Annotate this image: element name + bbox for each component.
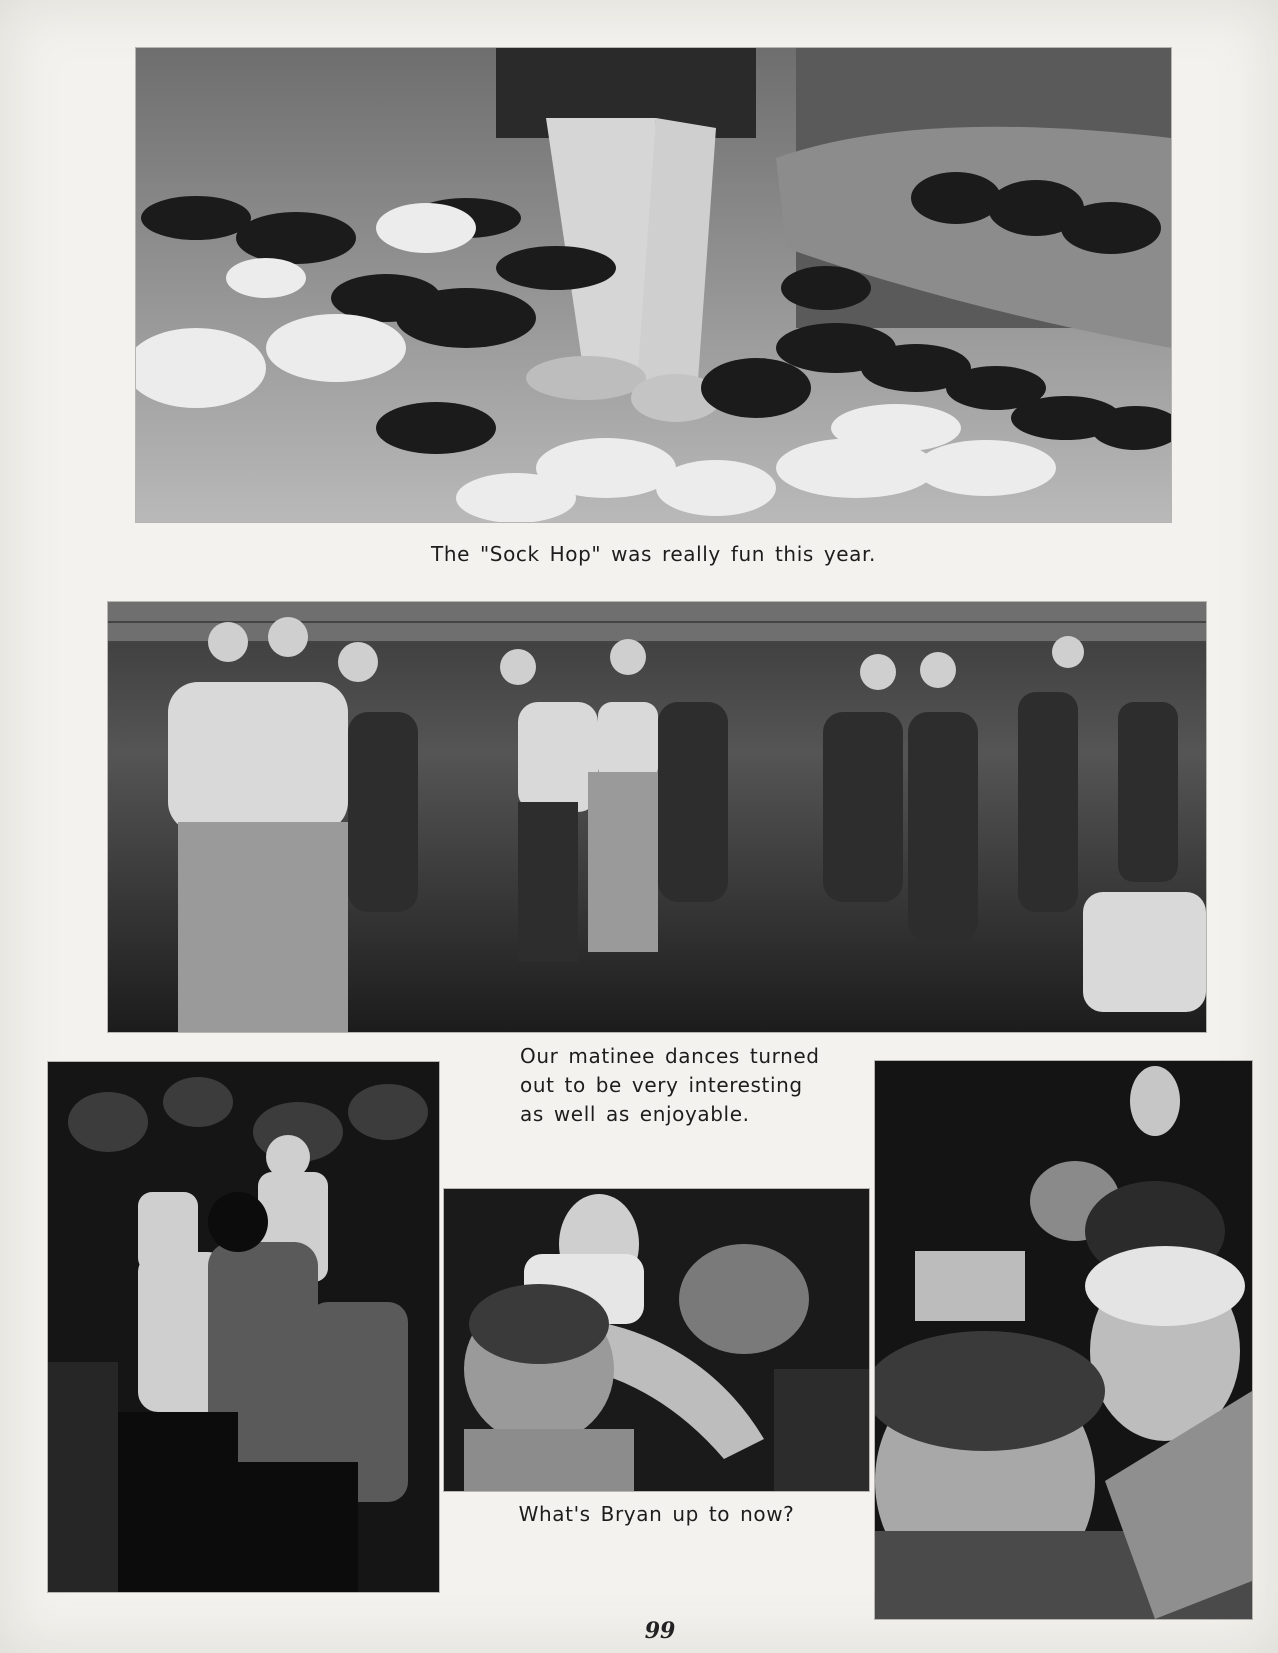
matinee-caption-line-3: as well as enjoyable. xyxy=(520,1102,750,1126)
crowd-dancing-photo xyxy=(48,1062,439,1592)
matinee-caption-line-2: out to be very interesting xyxy=(520,1073,803,1097)
page-number: 99 xyxy=(644,1618,676,1644)
sock-hop-caption: The "Sock Hop" was really fun this year. xyxy=(431,542,876,566)
matinee-dance-photo xyxy=(108,602,1206,1032)
bryan-caption: What's Bryan up to now? xyxy=(518,1502,795,1526)
matinee-caption xyxy=(520,1042,820,1129)
closeup-dancers-photo xyxy=(875,1061,1252,1619)
sock-hop-photo xyxy=(136,48,1171,522)
bryan-photo xyxy=(444,1189,869,1491)
matinee-caption-line-1: Our matinee dances turned xyxy=(520,1044,820,1068)
